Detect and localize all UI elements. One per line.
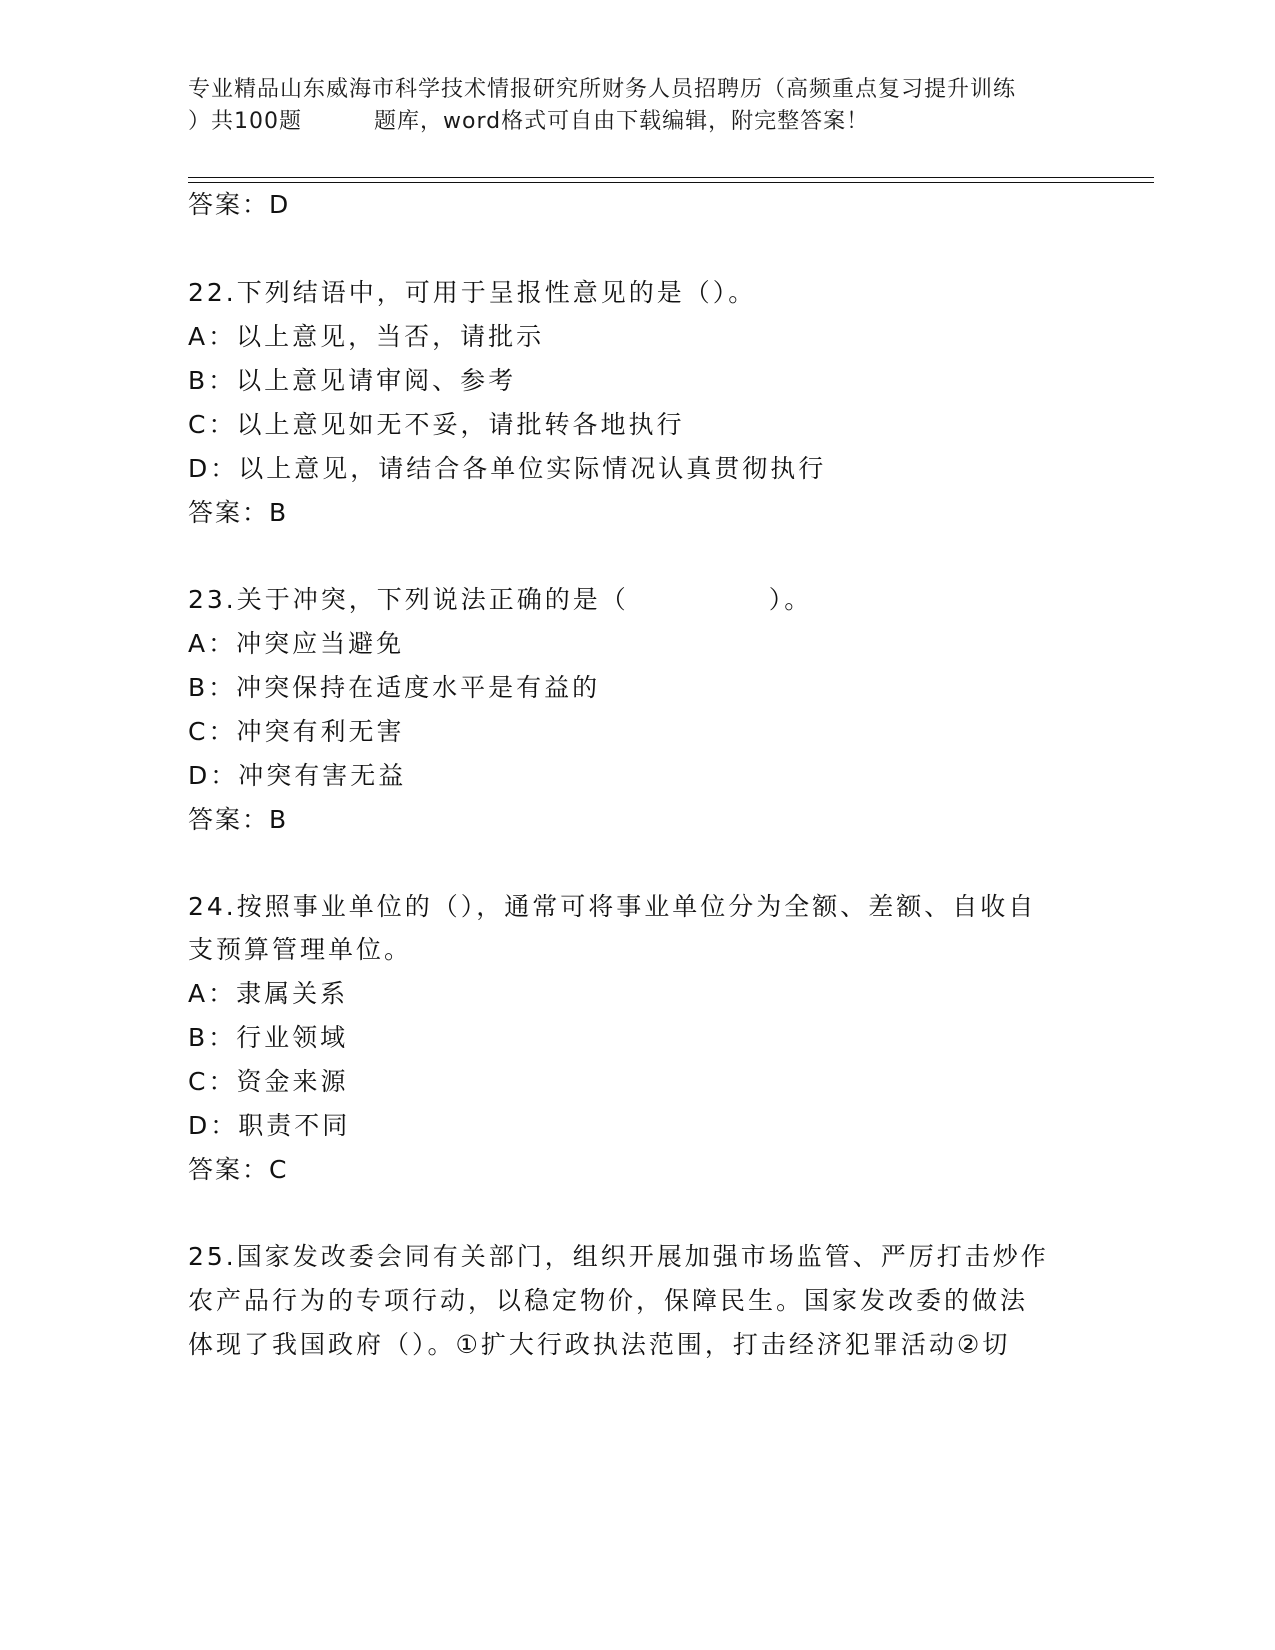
question-23-option-c: C：冲突有利无害 — [188, 717, 405, 746]
question-25-stem-line2: 农产品行为的专项行动，以稳定物价，保障民生。国家发改委的做法 — [188, 1286, 1029, 1315]
question-23-option-d: D：冲突有害无益 — [188, 761, 407, 790]
question-22-option-b: B：以上意见请审阅、参考 — [188, 366, 517, 395]
question-24-option-a: A：隶属关系 — [188, 979, 349, 1008]
question-22-stem: 22.下列结语中，可用于呈报性意见的是（）。 — [188, 278, 757, 307]
question-23-stem: 23.关于冲突，下列说法正确的是（ ）。 — [188, 585, 813, 614]
question-25-stem-line1: 25.国家发改委会同有关部门，组织开展加强市场监管、严厉打击炒作 — [188, 1242, 1049, 1271]
answer-23: 答案：B — [188, 805, 289, 834]
question-24-stem-line1: 24.按照事业单位的（），通常可将事业单位分为全额、差额、自收自 — [188, 892, 1037, 921]
header-title-line1: 专业精品山东威海市科学技术情报研究所财务人员招聘历（高频重点复习提升训练 — [188, 77, 1017, 102]
question-23-option-b: B：冲突保持在适度水平是有益的 — [188, 673, 601, 702]
question-24-stem-line2: 支预算管理单位。 — [188, 935, 413, 964]
header-divider-top — [188, 177, 1154, 178]
question-25-stem-line3: 体现了我国政府（）。①扩大行政执法范围，打击经济犯罪活动②切 — [188, 1330, 1011, 1359]
answer-24: 答案：C — [188, 1155, 289, 1184]
document-header — [188, 74, 1088, 138]
answer-22: 答案：B — [188, 498, 289, 527]
header-title-line2-part2: 题库，word格式可自由下载编辑，附完整答案！ — [374, 109, 870, 134]
question-24-option-c: C：资金来源 — [188, 1067, 349, 1096]
question-22-option-d: D：以上意见，请结合各单位实际情况认真贯彻执行 — [188, 454, 827, 483]
question-24-option-d: D：职责不同 — [188, 1111, 351, 1140]
question-23-option-a: A：冲突应当避免 — [188, 629, 405, 658]
question-22-option-a: A：以上意见，当否，请批示 — [188, 322, 545, 351]
question-22-option-c: C：以上意见如无不妥，请批转各地执行 — [188, 410, 685, 439]
header-title-line2 — [188, 106, 1088, 138]
header-divider-bottom — [188, 182, 1154, 183]
question-24-option-b: B：行业领域 — [188, 1023, 349, 1052]
answer-21: 答案：D — [188, 190, 291, 219]
header-title-line2-part1: ）共100题 — [188, 109, 302, 134]
